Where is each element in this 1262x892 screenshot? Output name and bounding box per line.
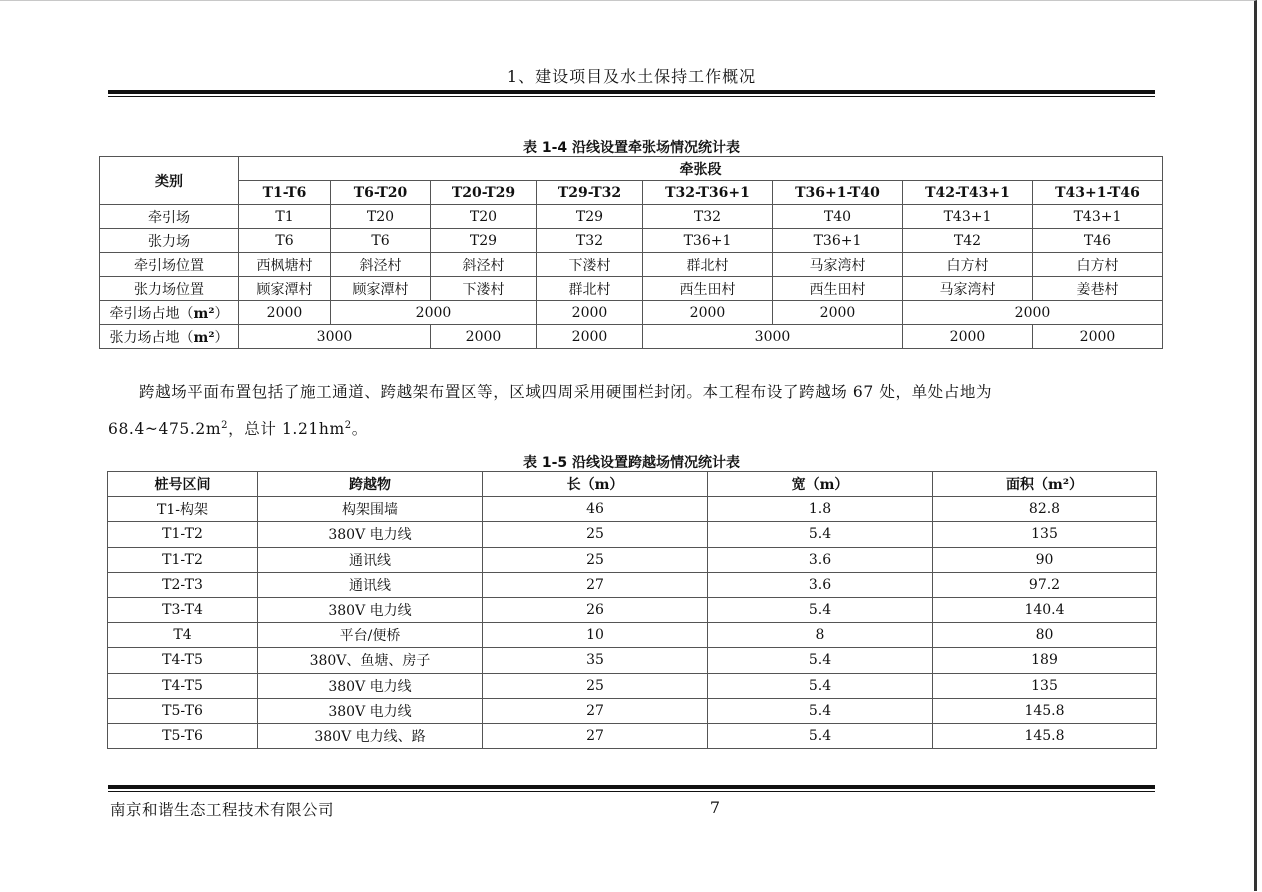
table-cell: 25 <box>483 547 708 572</box>
table-row <box>108 723 1157 748</box>
table-1-4-group-header: 牵张段 <box>239 157 1163 181</box>
column-header: 桩号区间 <box>108 472 258 497</box>
table-cell: 2000 <box>431 325 537 349</box>
table-cell: 25 <box>483 673 708 698</box>
table-cell: 5.4 <box>708 673 933 698</box>
table-cell: 白方村 <box>903 253 1033 277</box>
table-cell: 姜巷村 <box>1033 277 1163 301</box>
table-cell: 8 <box>708 623 933 648</box>
table-row <box>108 648 1157 673</box>
table-cell: 380V 电力线 <box>258 698 483 723</box>
table-row <box>100 301 1163 325</box>
footer-company-name: 南京和谐生态工程技术有限公司 <box>110 801 335 819</box>
table-cell: 顾家潭村 <box>239 277 331 301</box>
table-cell: T1-T2 <box>108 547 258 572</box>
table-cell: T43+1 <box>903 205 1033 229</box>
footer-rule-thin <box>108 791 1155 792</box>
table-cell: 27 <box>483 723 708 748</box>
table-cell: T29 <box>537 205 643 229</box>
table-cell: 2000 <box>903 325 1033 349</box>
table-cell: T46 <box>1033 229 1163 253</box>
table-cell: T40 <box>773 205 903 229</box>
segment-header: T6-T20 <box>331 181 431 205</box>
table-cell: 189 <box>933 648 1157 673</box>
table-cell: T20 <box>331 205 431 229</box>
table-cell: 97.2 <box>933 572 1157 597</box>
table-cell: 3000 <box>239 325 431 349</box>
table-row <box>100 205 1163 229</box>
table-row <box>100 325 1163 349</box>
table-cell: T5-T6 <box>108 698 258 723</box>
table-cell: 380V 电力线 <box>258 522 483 547</box>
paragraph-line-1: 跨越场平面布置包括了施工通道、跨越架布置区等，区域四周采用硬围栏封闭。本工程布设了跨越场 67 处，单处占地为 <box>139 383 993 401</box>
table-cell: 5.4 <box>708 597 933 622</box>
column-header: 面积（m²） <box>933 472 1157 497</box>
segment-header: T1-T6 <box>239 181 331 205</box>
table-cell: 3.6 <box>708 572 933 597</box>
table-cell: T32 <box>643 205 773 229</box>
table-cell: T1-T2 <box>108 522 258 547</box>
segment-header: T36+1-T40 <box>773 181 903 205</box>
segment-header: T43+1-T46 <box>1033 181 1163 205</box>
table-cell: 380V 电力线 <box>258 673 483 698</box>
table-cell: 西生田村 <box>643 277 773 301</box>
table-row <box>100 229 1163 253</box>
column-header: 长（m） <box>483 472 708 497</box>
table-row <box>108 522 1157 547</box>
table-cell: T2-T3 <box>108 572 258 597</box>
table-cell: 1.8 <box>708 497 933 522</box>
table-row <box>108 572 1157 597</box>
footer-rule-thick <box>108 785 1155 789</box>
table-cell: T29 <box>431 229 537 253</box>
table-cell: 135 <box>933 673 1157 698</box>
table-cell: T1-构架 <box>108 497 258 522</box>
column-header: 宽（m） <box>708 472 933 497</box>
row-label: 张力场占地（m²） <box>100 325 239 349</box>
table-cell: 白方村 <box>1033 253 1163 277</box>
table-cell: 平台/便桥 <box>258 623 483 648</box>
table-cell: 380V 电力线 <box>258 597 483 622</box>
table-cell: 西枫塘村 <box>239 253 331 277</box>
table-cell: 5.4 <box>708 723 933 748</box>
row-label: 牵引场占地（m²） <box>100 301 239 325</box>
table-cell: 25 <box>483 522 708 547</box>
table-cell: T1 <box>239 205 331 229</box>
row-label: 牵引场 <box>100 205 239 229</box>
table-cell: 下溇村 <box>537 253 643 277</box>
body-paragraph <box>108 375 1155 446</box>
table-cell: T43+1 <box>1033 205 1163 229</box>
table-cell: T4-T5 <box>108 648 258 673</box>
table-cell: 3000 <box>643 325 903 349</box>
table-cell: 群北村 <box>643 253 773 277</box>
table-cell: 通讯线 <box>258 572 483 597</box>
table-1-5 <box>107 471 1157 749</box>
table-cell: 5.4 <box>708 522 933 547</box>
table-cell: 26 <box>483 597 708 622</box>
table-1-4 <box>99 156 1163 349</box>
table-cell: T6 <box>239 229 331 253</box>
table-cell: 380V、鱼塘、房子 <box>258 648 483 673</box>
table-cell: 135 <box>933 522 1157 547</box>
table-1-4-corner-header: 类别 <box>100 157 239 205</box>
table-cell: 马家湾村 <box>903 277 1033 301</box>
table-row <box>108 497 1157 522</box>
table-cell: 35 <box>483 648 708 673</box>
table-row <box>100 253 1163 277</box>
table-cell: 斜泾村 <box>331 253 431 277</box>
table-cell: 46 <box>483 497 708 522</box>
column-header: 跨越物 <box>258 472 483 497</box>
table-cell: 顾家潭村 <box>331 277 431 301</box>
table-cell: 2000 <box>773 301 903 325</box>
table-cell: 通讯线 <box>258 547 483 572</box>
segment-header: T32-T36+1 <box>643 181 773 205</box>
table-cell: T36+1 <box>773 229 903 253</box>
table-cell: 80 <box>933 623 1157 648</box>
table-row <box>108 623 1157 648</box>
table-cell: 5.4 <box>708 648 933 673</box>
table-1-4-caption: 表 1-4 沿线设置牵张场情况统计表 <box>522 140 741 156</box>
table-cell: T5-T6 <box>108 723 258 748</box>
row-label: 张力场位置 <box>100 277 239 301</box>
table-cell: 2000 <box>1033 325 1163 349</box>
segment-header: T29-T32 <box>537 181 643 205</box>
table-cell: T4-T5 <box>108 673 258 698</box>
paragraph-line-2: $68.4\sim 475.2m^2$，总计 $1.21hm^2$。 <box>108 420 368 439</box>
table-cell: T20 <box>431 205 537 229</box>
table-cell: 145.8 <box>933 723 1157 748</box>
header-rule-thick <box>108 90 1155 94</box>
table-cell: 90 <box>933 547 1157 572</box>
table-cell: 2000 <box>239 301 331 325</box>
table-cell: T32 <box>537 229 643 253</box>
table-row <box>108 547 1157 572</box>
table-cell: 82.8 <box>933 497 1157 522</box>
row-label: 牵引场位置 <box>100 253 239 277</box>
header-rule-thin <box>108 96 1155 97</box>
table-cell: 2000 <box>643 301 773 325</box>
table-row <box>108 673 1157 698</box>
table-cell: 马家湾村 <box>773 253 903 277</box>
table-cell: 2000 <box>537 301 643 325</box>
table-cell: 2000 <box>903 301 1163 325</box>
table-cell: 西生田村 <box>773 277 903 301</box>
segment-header: T42-T43+1 <box>903 181 1033 205</box>
table-cell: T42 <box>903 229 1033 253</box>
table-cell: 10 <box>483 623 708 648</box>
table-cell: 5.4 <box>708 698 933 723</box>
table-cell: 27 <box>483 572 708 597</box>
table-cell: 27 <box>483 698 708 723</box>
page-header-title: 1、建设项目及水土保持工作概况 <box>506 67 757 86</box>
table-cell: T3-T4 <box>108 597 258 622</box>
table-row <box>100 277 1163 301</box>
segment-header: T20-T29 <box>431 181 537 205</box>
row-label: 张力场 <box>100 229 239 253</box>
table-cell: T36+1 <box>643 229 773 253</box>
table-cell: 群北村 <box>537 277 643 301</box>
table-cell: 140.4 <box>933 597 1157 622</box>
table-cell: 2000 <box>537 325 643 349</box>
table-cell: T6 <box>331 229 431 253</box>
table-row <box>108 698 1157 723</box>
table-cell: 下溇村 <box>431 277 537 301</box>
table-cell: 2000 <box>331 301 537 325</box>
table-cell: 构架围墙 <box>258 497 483 522</box>
table-row <box>108 597 1157 622</box>
table-cell: 380V 电力线、路 <box>258 723 483 748</box>
table-cell: 3.6 <box>708 547 933 572</box>
page-number: 7 <box>709 798 721 817</box>
table-cell: 145.8 <box>933 698 1157 723</box>
table-1-5-caption: 表 1-5 沿线设置跨越场情况统计表 <box>522 455 741 471</box>
table-cell: T4 <box>108 623 258 648</box>
table-cell: 斜泾村 <box>431 253 537 277</box>
